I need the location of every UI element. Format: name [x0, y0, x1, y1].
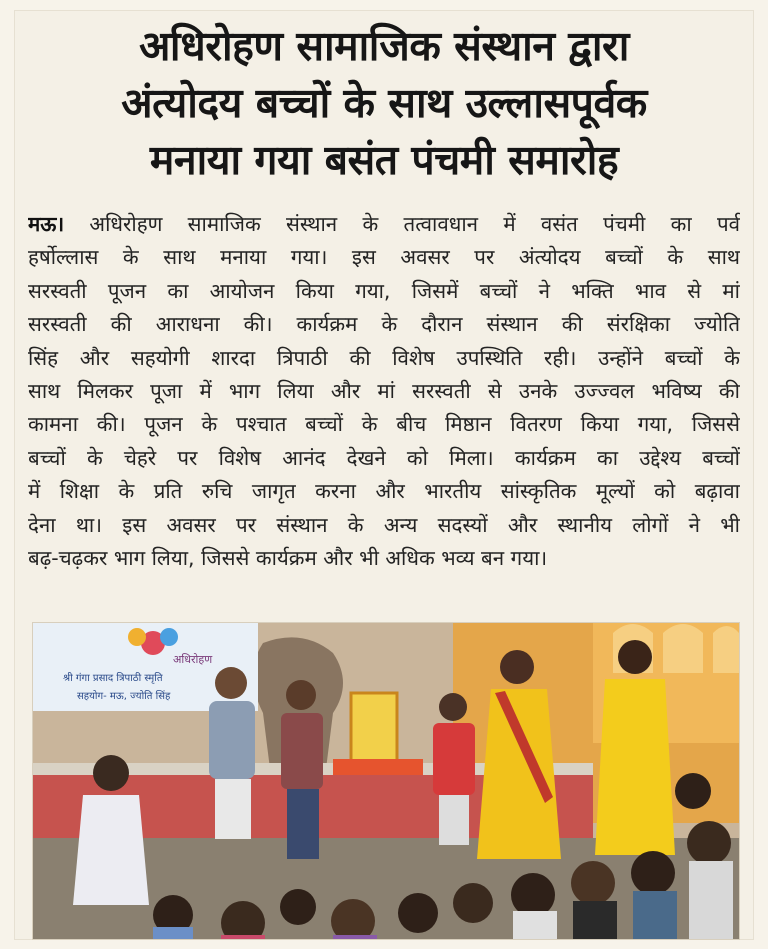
article-line-4: सरस्वती की आराधना की। कार्यक्रम के दौरान संस्थान की संरक्षिका ज्योति [28, 312, 740, 337]
boy-1-head [215, 667, 247, 699]
article-line-6: साथ मिलकर पूजा में भाग लिया और मां सरस्वती से उनके उज्ज्वल भविष्य की [28, 378, 740, 403]
article-line-1: मऊ। अधिरोहण सामाजिक संस्थान के तत्वावधान में वसंत पंचमी का पर्व [28, 212, 740, 236]
headline-line-1: अधिरोहण सामाजिक संस्थान द्वारा [139, 22, 629, 70]
banner-logo-dot-2 [160, 628, 178, 646]
article-line-7: कामना की। पूजन के पश्चात बच्चों के बीच मिष्ठान वितरण किया गया, जिससे [28, 412, 740, 437]
girl-head [93, 755, 129, 791]
boy-3-head [439, 693, 467, 721]
article-line-2: हर्षोल्लास के साथ मनाया गया। इस अवसर पर अंत्योदय बच्चों के साथ [28, 245, 740, 270]
boy-2-head [286, 680, 316, 710]
article-line-9: में शिक्षा के प्रति रुचि जागृत करना और भारतीय सांस्कृतिक मूल्यों को बढ़ावा [28, 479, 740, 504]
woman-2-head [618, 640, 652, 674]
newspaper-clipping [14, 10, 754, 940]
boy-3-pants [439, 795, 469, 845]
banner-text-2: सहयोग- मऊ, ज्योति सिंह [77, 691, 171, 702]
woman-1-saree [477, 689, 561, 859]
boy-1-jacket [209, 701, 255, 779]
headline [36, 18, 732, 189]
article-line-3: सरस्वती पूजन का आयोजन किया गया, जिसमें बच्चों ने भक्ति भाव से मां [28, 278, 740, 303]
woman-2-dress [595, 679, 675, 855]
woman-1-head [500, 650, 534, 684]
article-line-10: देना था। इस अवसर पर संस्थान के अन्य सदस्यों और स्थानीय लोगों ने भी [28, 512, 740, 537]
boy-3-jacket [433, 723, 475, 795]
headline-line-3: मनाया गया बसंत पंचमी समारोह [149, 136, 619, 184]
boy-1-pants [215, 779, 251, 839]
article-line-11: बढ़-चढ़कर भाग लिया, जिससे कार्यक्रम और भी अधिक भव्य बन गया। [28, 545, 548, 570]
headline-line-2: अंत्योदय बच्चों के साथ उल्लासपूर्वक [121, 79, 647, 127]
saraswati-frame [351, 693, 397, 763]
article-line-5: सिंह और सहयोगी शारदा त्रिपाठी की विशेष उपस्थिति रही। उन्होंने बच्चों के [28, 345, 740, 370]
event-photo-illustration [33, 623, 739, 939]
event-photo [32, 622, 740, 940]
banner-text-1: श्री गंगा प्रसाद त्रिपाठी स्मृति [63, 673, 163, 684]
altar-table [333, 759, 423, 775]
article-body [28, 208, 740, 575]
dateline: मऊ। [28, 212, 65, 236]
girl-dress [73, 795, 149, 905]
article-line-8: बच्चों के चेहरे पर विशेष आनंद देखने को मिला। कार्यक्रम का उद्देश्य बच्चों [28, 445, 740, 470]
boy-2-shirt [281, 713, 323, 789]
banner-logo-text: अधिरोहण [173, 653, 213, 666]
boy-2-jeans [287, 789, 319, 859]
banner-logo-dot-3 [128, 628, 146, 646]
